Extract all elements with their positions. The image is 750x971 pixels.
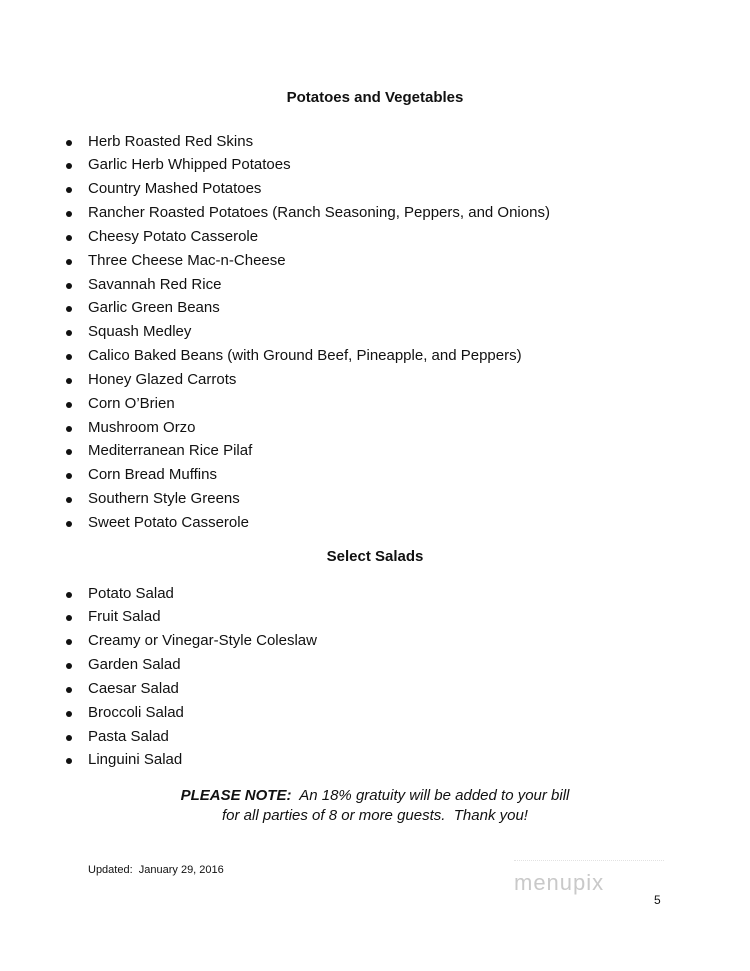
bullet-icon [66,235,72,241]
page-number: 5 [654,893,661,907]
bullet-icon [66,473,72,479]
bullet-icon [66,378,72,384]
bullet-icon [66,711,72,717]
bullet-icon [66,521,72,527]
gratuity-note-line-2: for all parties of 8 or more guests. Thank you! [222,807,528,824]
bullet-icon [66,330,72,336]
section-heading-select-salads: Select Salads [326,548,424,565]
bullet-icon [66,592,72,598]
bullet-icon [66,402,72,408]
bullet-icon [66,283,72,289]
note-text-1: An 18% gratuity will be added to your bill [299,787,570,804]
bullet-icon [66,615,72,621]
bullet-icon [66,306,72,312]
bullet-icon [66,735,72,741]
bullet-icon [66,259,72,265]
watermark-divider [514,860,664,862]
section-heading-potatoes-vegetables: Potatoes and Vegetables [286,89,464,106]
bullet-icon [66,140,72,146]
bullet-icon [66,663,72,669]
bullet-icon [66,354,72,360]
bullet-icon [66,758,72,764]
bullet-icon [66,639,72,645]
bullet-icon [66,163,72,169]
updated-date: Updated: January 29, 2016 [88,864,224,876]
bullet-icon [66,211,72,217]
gratuity-note [0,786,750,826]
bullet-icon [66,426,72,432]
bullet-icon [66,497,72,503]
note-label: PLEASE NOTE: [180,787,292,804]
watermark-logo: menupix [514,870,605,895]
bullet-icon [66,187,72,193]
bullet-icon [66,687,72,693]
bullet-icon [66,449,72,455]
gratuity-note-line-1 [0,786,750,806]
